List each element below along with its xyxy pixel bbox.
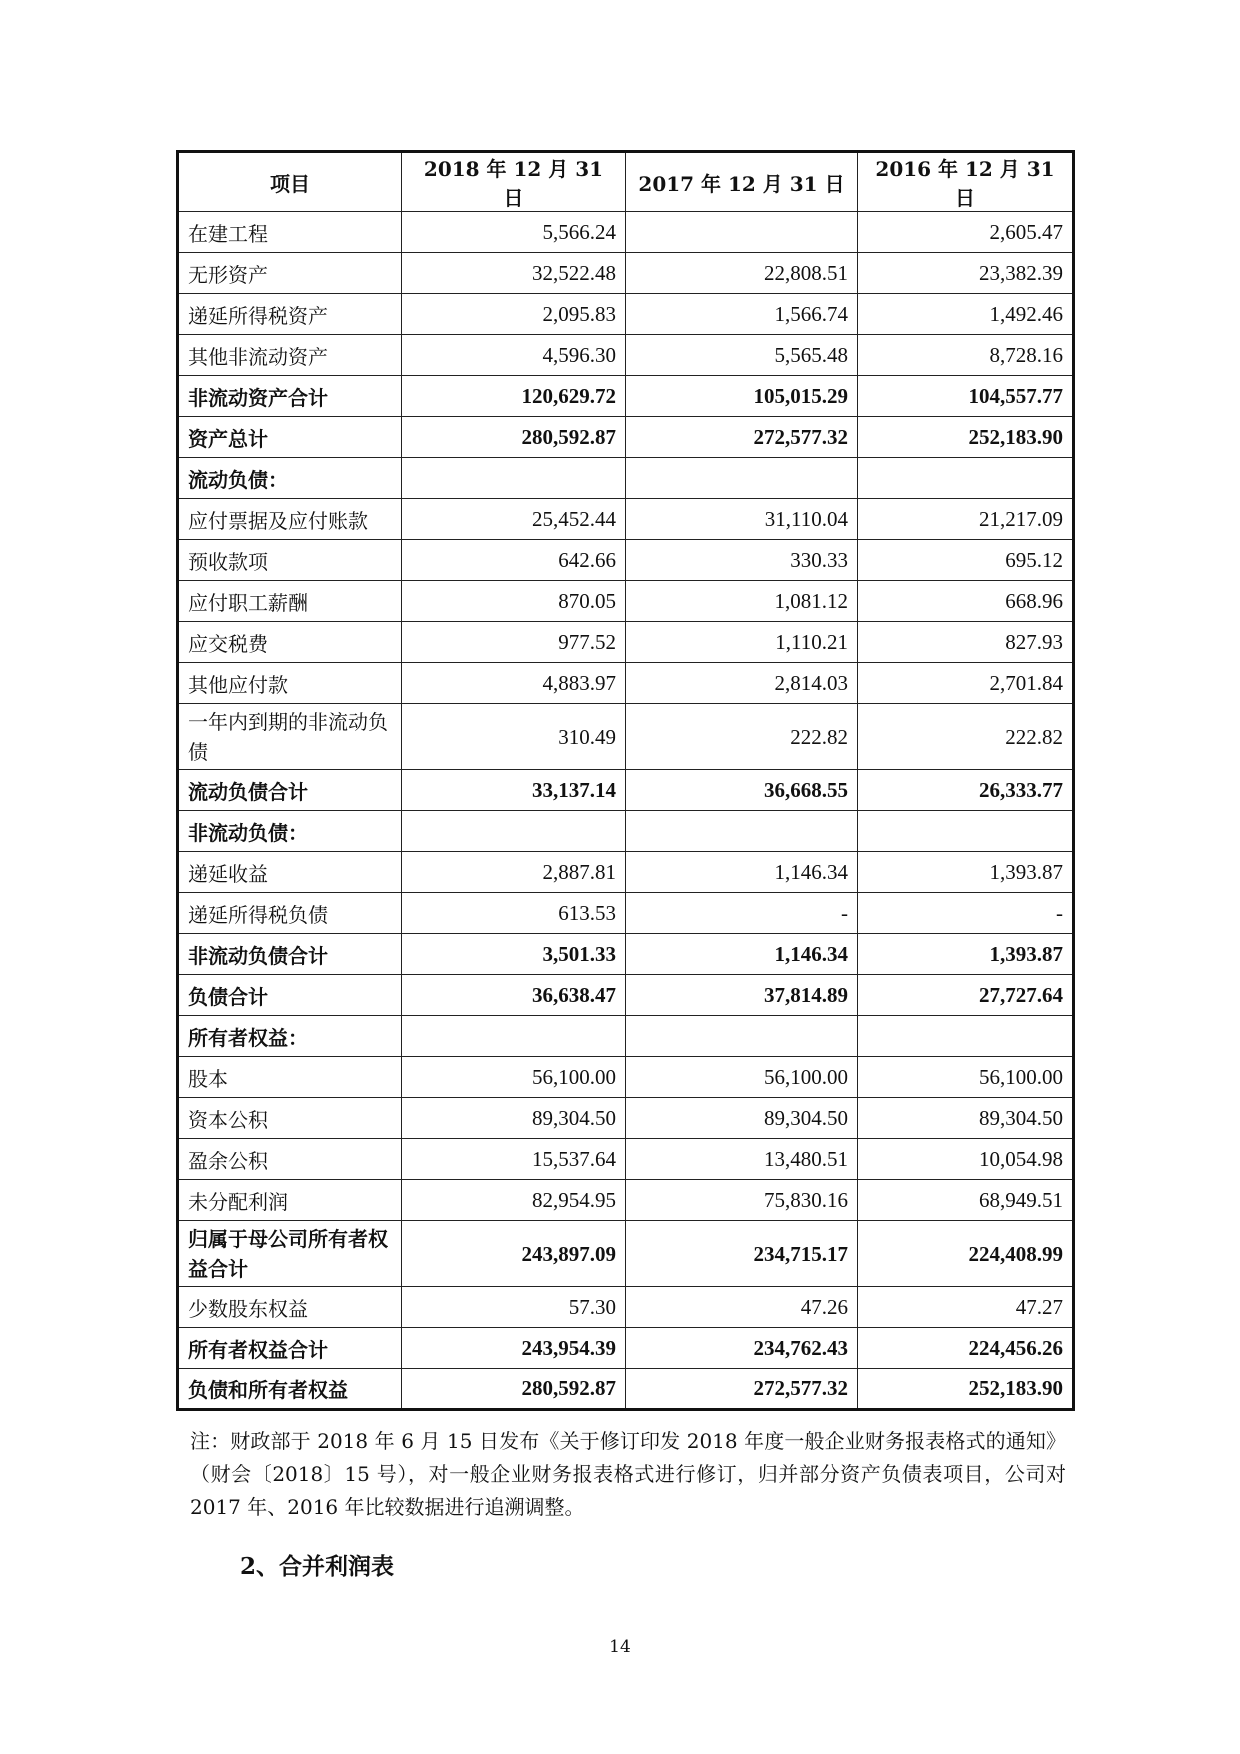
table-row (178, 253, 1074, 294)
value-2017: 2,814.03 (626, 663, 858, 704)
table-row (178, 294, 1074, 335)
table-row (178, 1328, 1074, 1369)
row-label: 其他非流动资产 (178, 335, 402, 376)
value-2017: 13,480.51 (626, 1139, 858, 1180)
value-2018: 89,304.50 (402, 1098, 626, 1139)
value-2018: 3,501.33 (402, 934, 626, 975)
value-2017: 1,146.34 (626, 852, 858, 893)
value-2018: 120,629.72 (402, 376, 626, 417)
value-2016: 56,100.00 (858, 1057, 1074, 1098)
value-2017 (626, 458, 858, 499)
table-row (178, 1098, 1074, 1139)
value-2017: 5,565.48 (626, 335, 858, 376)
value-2016: 47.27 (858, 1287, 1074, 1328)
value-2018: 57.30 (402, 1287, 626, 1328)
table-row (178, 934, 1074, 975)
value-2018: 25,452.44 (402, 499, 626, 540)
value-2018: 613.53 (402, 893, 626, 934)
value-2018: 870.05 (402, 581, 626, 622)
table-row (178, 458, 1074, 499)
value-2018: 56,100.00 (402, 1057, 626, 1098)
table-row (178, 704, 1074, 770)
value-2018: 4,883.97 (402, 663, 626, 704)
row-label: 其他应付款 (178, 663, 402, 704)
value-2018: 2,887.81 (402, 852, 626, 893)
row-label: 应交税费 (178, 622, 402, 663)
value-2016: 104,557.77 (858, 376, 1074, 417)
row-label: 所有者权益合计 (178, 1328, 402, 1369)
value-2018: 2,095.83 (402, 294, 626, 335)
value-2018: 33,137.14 (402, 770, 626, 811)
table-row (178, 1221, 1074, 1287)
value-2018: 5,566.24 (402, 212, 626, 253)
value-2017: 1,081.12 (626, 581, 858, 622)
value-2016: 1,393.87 (858, 934, 1074, 975)
value-2017: 234,715.17 (626, 1221, 858, 1287)
table-row (178, 622, 1074, 663)
table-row (178, 770, 1074, 811)
value-2017: 105,015.29 (626, 376, 858, 417)
value-2016: 10,054.98 (858, 1139, 1074, 1180)
table-row (178, 1057, 1074, 1098)
row-label: 预收款项 (178, 540, 402, 581)
row-label: 流动负债合计 (178, 770, 402, 811)
value-2017: 89,304.50 (626, 1098, 858, 1139)
value-2016: 668.96 (858, 581, 1074, 622)
value-2016: 224,408.99 (858, 1221, 1074, 1287)
value-2016: 252,183.90 (858, 1369, 1074, 1410)
value-2017: 22,808.51 (626, 253, 858, 294)
value-2018: 642.66 (402, 540, 626, 581)
table-row (178, 1369, 1074, 1410)
value-2017: 222.82 (626, 704, 858, 770)
value-2018: 977.52 (402, 622, 626, 663)
row-label: 所有者权益： (178, 1016, 402, 1057)
balance-sheet-table-container (176, 150, 1072, 1411)
value-2016: 695.12 (858, 540, 1074, 581)
value-2017: 36,668.55 (626, 770, 858, 811)
row-label: 应付职工薪酬 (178, 581, 402, 622)
row-label: 递延收益 (178, 852, 402, 893)
value-2016: 27,727.64 (858, 975, 1074, 1016)
value-2017 (626, 212, 858, 253)
header-2017: 2017 年 12 月 31 日 (626, 152, 858, 212)
value-2017: 234,762.43 (626, 1328, 858, 1369)
value-2016 (858, 458, 1074, 499)
header-2018: 2018 年 12 月 31 日 (402, 152, 626, 212)
value-2018: 280,592.87 (402, 417, 626, 458)
value-2018: 15,537.64 (402, 1139, 626, 1180)
row-label: 非流动负债合计 (178, 934, 402, 975)
value-2018 (402, 1016, 626, 1057)
value-2017: 31,110.04 (626, 499, 858, 540)
value-2016: 827.93 (858, 622, 1074, 663)
value-2018: 310.49 (402, 704, 626, 770)
row-label: 股本 (178, 1057, 402, 1098)
value-2016: 224,456.26 (858, 1328, 1074, 1369)
table-row (178, 212, 1074, 253)
table-row (178, 975, 1074, 1016)
row-label: 负债和所有者权益 (178, 1369, 402, 1410)
value-2017 (626, 811, 858, 852)
value-2017: 1,566.74 (626, 294, 858, 335)
row-label: 负债合计 (178, 975, 402, 1016)
value-2016 (858, 1016, 1074, 1057)
value-2017 (626, 1016, 858, 1057)
header-item: 项目 (178, 152, 402, 212)
table-row (178, 376, 1074, 417)
value-2017: 1,146.34 (626, 934, 858, 975)
value-2018: 243,897.09 (402, 1221, 626, 1287)
value-2016: 26,333.77 (858, 770, 1074, 811)
value-2016: - (858, 893, 1074, 934)
value-2016: 68,949.51 (858, 1180, 1074, 1221)
row-label: 盈余公积 (178, 1139, 402, 1180)
row-label: 在建工程 (178, 212, 402, 253)
section-heading: 2、合并利润表 (240, 1553, 395, 1580)
table-row (178, 811, 1074, 852)
table-row (178, 540, 1074, 581)
value-2018: 36,638.47 (402, 975, 626, 1016)
row-label: 递延所得税负债 (178, 893, 402, 934)
table-header (178, 152, 1074, 212)
row-label: 流动负债： (178, 458, 402, 499)
value-2018: 82,954.95 (402, 1180, 626, 1221)
balance-sheet-table (176, 150, 1075, 1411)
value-2017: 1,110.21 (626, 622, 858, 663)
row-label: 少数股东权益 (178, 1287, 402, 1328)
value-2016: 23,382.39 (858, 253, 1074, 294)
value-2018 (402, 811, 626, 852)
value-2016: 2,605.47 (858, 212, 1074, 253)
row-label: 资产总计 (178, 417, 402, 458)
table-row (178, 335, 1074, 376)
row-label: 非流动资产合计 (178, 376, 402, 417)
table-row (178, 1016, 1074, 1057)
row-label: 无形资产 (178, 253, 402, 294)
value-2016: 21,217.09 (858, 499, 1074, 540)
value-2016: 1,492.46 (858, 294, 1074, 335)
row-label: 资本公积 (178, 1098, 402, 1139)
header-2016: 2016 年 12 月 31 日 (858, 152, 1074, 212)
value-2016: 8,728.16 (858, 335, 1074, 376)
table-row (178, 1180, 1074, 1221)
table-row (178, 499, 1074, 540)
value-2016: 1,393.87 (858, 852, 1074, 893)
value-2017: 75,830.16 (626, 1180, 858, 1221)
value-2017: 47.26 (626, 1287, 858, 1328)
value-2016: 222.82 (858, 704, 1074, 770)
table-row (178, 893, 1074, 934)
table-row (178, 1287, 1074, 1328)
value-2016: 89,304.50 (858, 1098, 1074, 1139)
table-row (178, 581, 1074, 622)
row-label: 递延所得税资产 (178, 294, 402, 335)
row-label: 一年内到期的非流动负债 (178, 704, 402, 770)
value-2018 (402, 458, 626, 499)
value-2018: 4,596.30 (402, 335, 626, 376)
table-row (178, 417, 1074, 458)
value-2018: 32,522.48 (402, 253, 626, 294)
row-label: 归属于母公司所有者权益合计 (178, 1221, 402, 1287)
value-2017: 272,577.32 (626, 1369, 858, 1410)
value-2016 (858, 811, 1074, 852)
table-row (178, 852, 1074, 893)
value-2017: 37,814.89 (626, 975, 858, 1016)
value-2017: 56,100.00 (626, 1057, 858, 1098)
header-row (178, 152, 1074, 212)
row-label: 应付票据及应付账款 (178, 499, 402, 540)
value-2017: - (626, 893, 858, 934)
value-2017: 272,577.32 (626, 417, 858, 458)
table-footnote: 注：财政部于 2018 年 6 月 15 日发布《关于修订印发 2018 年度一般企业财务报表格式的通知》（财会〔2018〕15 号），对一般企业财务报表格式进行修订，归并部分资产负债表项目，公司对 2017 年、2016 年比较数据进行追溯调整。 (190, 1429, 1066, 1519)
table-row (178, 663, 1074, 704)
table-row (178, 1139, 1074, 1180)
value-2018: 243,954.39 (402, 1328, 626, 1369)
value-2018: 280,592.87 (402, 1369, 626, 1410)
value-2016: 2,701.84 (858, 663, 1074, 704)
value-2016: 252,183.90 (858, 417, 1074, 458)
row-label: 非流动负债： (178, 811, 402, 852)
value-2017: 330.33 (626, 540, 858, 581)
table-body (178, 212, 1074, 1410)
page-number: 14 (609, 1637, 631, 1657)
row-label: 未分配利润 (178, 1180, 402, 1221)
